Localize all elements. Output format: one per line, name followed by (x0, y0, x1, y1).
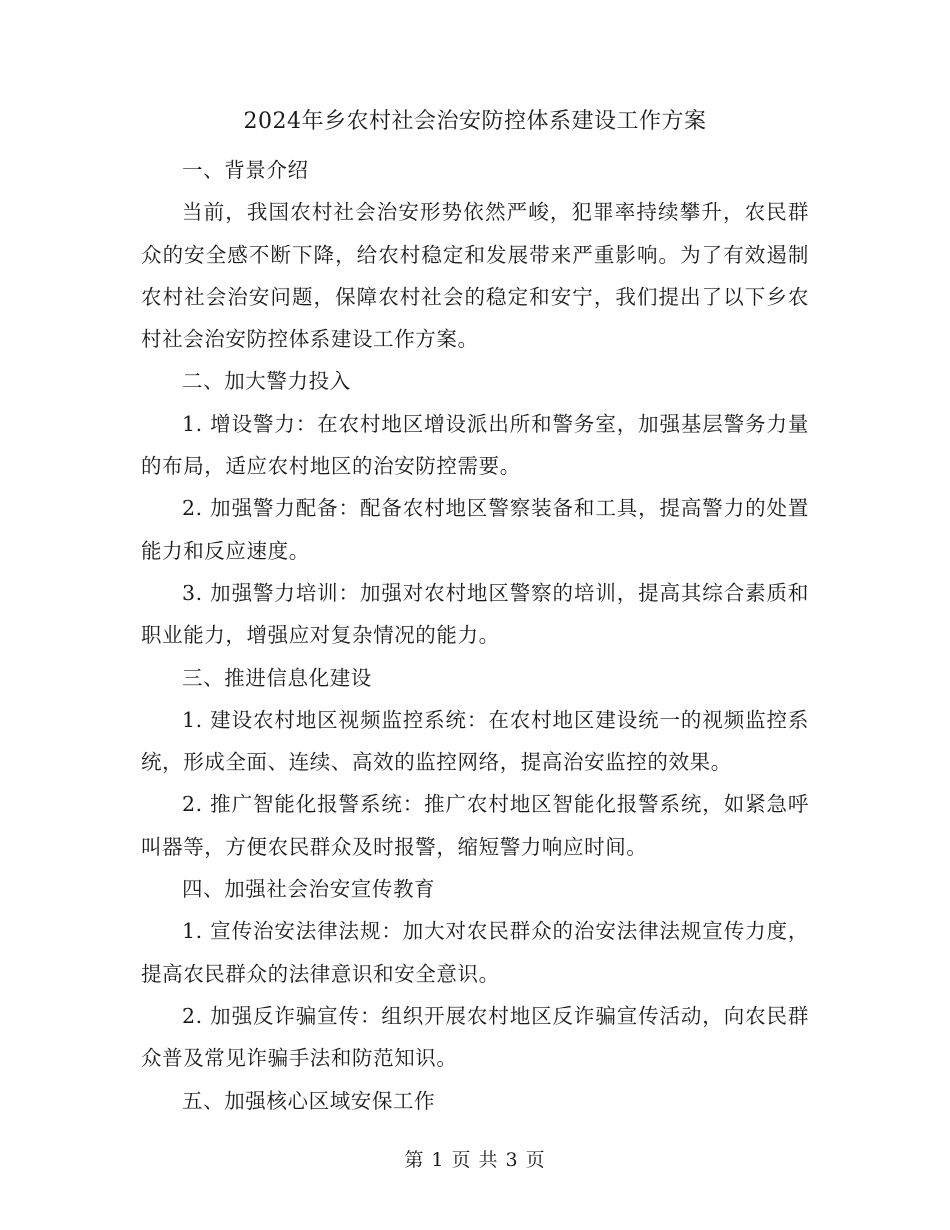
list-item-informatization-2: 2. 推广智能化报警系统：推广农村地区智能化报警系统，如紧急呼叫器等，方便农民群众及时报警，缩短警力响应时间。 (141, 792, 809, 859)
list-item-police-1: 1. 增设警力：在农村地区增设派出所和警务室，加强基层警务力量的布局，适应农村地区的治安防控需要。 (141, 411, 809, 479)
document-body (141, 149, 809, 1122)
section-heading-background: 一、背景介绍 (182, 158, 309, 182)
list-item-education-2: 2. 加强反诈骗宣传：组织开展农村地区反诈骗宣传活动，向农民群众普及常见诈骗手法和防范知识。 (141, 1003, 809, 1071)
section-heading-police: 二、加大警力投入 (182, 369, 351, 394)
list-item-police-2: 2. 加强警力配备：配备农村地区警察装备和工具，提高警力的处置能力和反应速度。 (141, 496, 809, 563)
page-number-footer: 第 1 页 共 3 页 (404, 1149, 546, 1171)
document-title: 2024年乡农村社会治安防控体系建设工作方案 (243, 109, 707, 134)
list-item-informatization-1: 1. 建设农村地区视频监控系统：在农村地区建设统一的视频监控系统，形成全面、连续、高效的监控网络，提高治安监控的效果。 (141, 707, 809, 775)
list-item-police-3: 3. 加强警力培训：加强对农村地区警察的培训，提高其综合素质和职业能力，增强应对复杂情况的能力。 (141, 580, 809, 648)
paragraph-background: 当前，我国农村社会治安形势依然严峻，犯罪率持续攀升，农民群众的安全感不断下降，给农村稳定和发展带来严重影响。为了有效遏制农村社会治安问题，保障农村社会的稳定和安宁，我们提出了以下乡农村社会治安防控体系建设工作方案。 (141, 200, 809, 352)
section-heading-informatization: 三、推进信息化建设 (182, 665, 372, 690)
section-heading-security: 五、加强核心区域安保工作 (182, 1088, 436, 1113)
section-heading-education: 四、加强社会治安宣传教育 (182, 877, 436, 902)
list-item-education-1: 1. 宣传治安法律法规：加大对农民群众的治安法律法规宣传力度，提高农民群众的法律意识和安全意识。 (141, 919, 809, 986)
